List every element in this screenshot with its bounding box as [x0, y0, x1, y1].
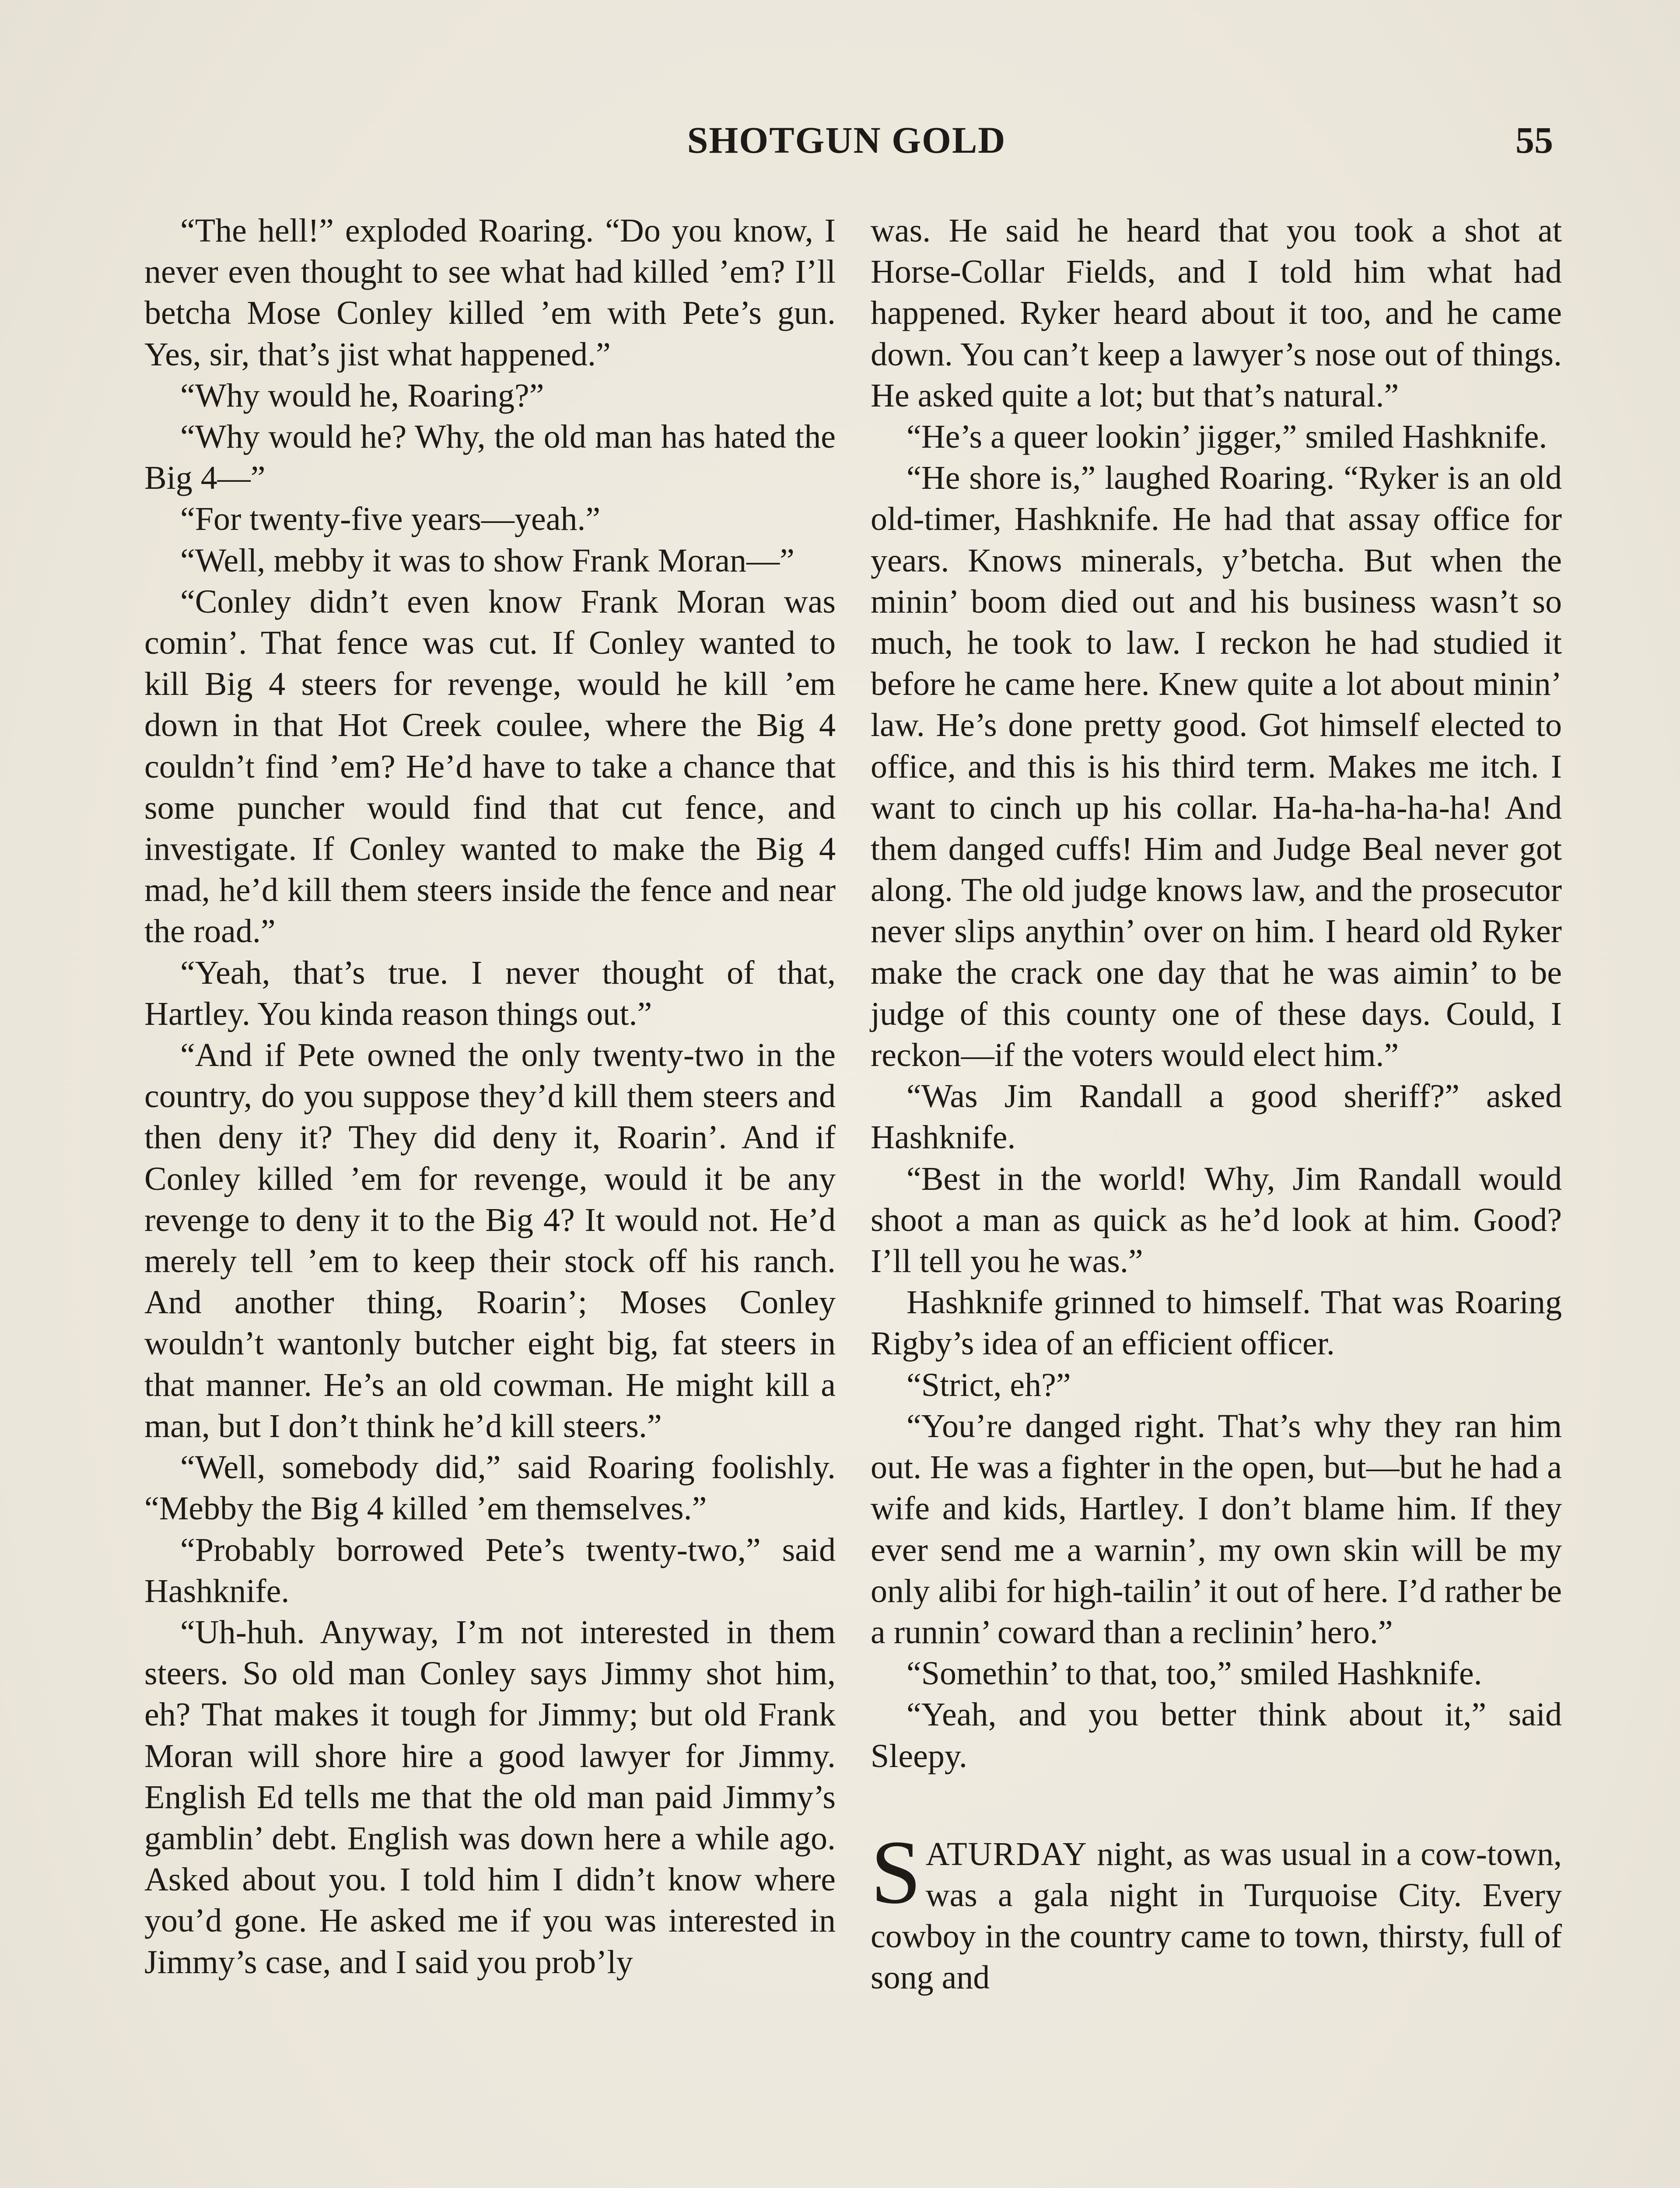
page-number: 55 [1516, 119, 1553, 161]
paragraph: Hashknife grinned to himself. That was Roaring Rigby’s idea of an efficient officer. [871, 1284, 1562, 1362]
paragraph: “You’re danged right. That’s why they ran him out. He was a fighter in the open, but—but he had a wife and kids, Hartley. I don’t blame him. If they ever send me a warnin’, my own skin will be my only alibi for high-tailin’ it out of here. I’d rather be a runnin’ coward than a reclinin’ hero.” [871, 1407, 1562, 1651]
opening-word: ATURDAY [925, 1835, 1088, 1872]
paragraph: “Well, somebody did,” said Roaring foolishly. “Mebby the Big 4 killed ’em themselves.” [144, 1449, 836, 1527]
drop-cap: S [871, 1821, 921, 1922]
paragraph: “Probably borrowed Pete’s twenty-two,” said Hashknife. [144, 1531, 836, 1609]
running-title: SHOTGUN GOLD [687, 119, 1006, 161]
paragraph: “Strict, eh?” [906, 1366, 1071, 1403]
paragraph: “Somethin’ to that, too,” smiled Hashknife. [906, 1655, 1482, 1692]
right-column [871, 210, 1562, 1999]
section-gap [871, 1777, 1562, 1834]
paragraph: “Well, mebby it was to show Frank Moran—” [180, 542, 794, 579]
paragraph: “Best in the world! Why, Jim Randall would shoot a man as quick as he’d look at him. Good? I’ll tell you he was.” [871, 1160, 1562, 1280]
paragraph: “Was Jim Randall a good sheriff?” asked Hashknife. [871, 1078, 1562, 1156]
section-opening-paragraph [871, 1821, 1562, 1999]
paragraph: “He shore is,” laughed Roaring. “Ryker is an old old-timer, Hashknife. He had that assay office for years. Knows minerals, y’betcha. But when the minin’ boom died out and his business wasn’t so much, he took to law. I reckon he had studied it before he came here. Knew quite a lot about minin’ law. He’s done pretty good. Got himself elected to office, and this is his third term. Makes me itch. I want to cinch up his collar. Ha-ha-ha-ha-ha! And them danged cuffs! Him and Judge Beal never got along. The old judge knows law, and the prosecutor never slips anythin’ over on him. I heard old Ryker make the crack one day that he was aimin’ to be judge of this county one of these days. Could, I reckon—if the voters would elect him.” [871, 459, 1562, 1074]
paragraph: “And if Pete owned the only twenty-two in the country, do you suppose they’d kill them steers and then deny it? They did deny it, Roarin’. And if Conley killed ’em for revenge, would it be any revenge to deny it to the Big 4? It would not. He’d merely tell ’em to keep their stock off his ranch. And another thing, Roarin’; Moses Conley wouldn’t wantonly butcher eight big, fat steers in that manner. He’s an old cowman. He might kill a man, but I don’t think he’d kill steers.” [144, 1037, 836, 1445]
paragraph: “For twenty-five years—yeah.” [180, 501, 601, 538]
paragraph: “The hell!” exploded Roaring. “Do you know, I never even thought to see what had killed ’em? I’ll betcha Mose Conley killed ’em with Pete’s gun. Yes, sir, that’s jist what happened.” [144, 212, 836, 373]
paragraph: “Why would he, Roaring?” [180, 377, 544, 414]
paragraph: “Conley didn’t even know Frank Moran was comin’. That fence was cut. If Conley wanted to kill Big 4 steers for revenge, would he kill ’em down in that Hot Creek coulee, where the Big 4 couldn’t find ’em? He’d have to take a chance that some puncher would find that cut fence, and investigate. If Conley wanted to make the Big 4 mad, he’d kill them steers inside the fence and near the road.” [144, 583, 836, 950]
paragraph: “Uh-huh. Anyway, I’m not interested in them steers. So old man Conley says Jimmy shot him, eh? That makes it tough for Jimmy; but old Frank Moran will shore hire a good lawyer for Jimmy. English Ed tells me that the old man paid Jimmy’s gamblin’ debt. English was down here a while ago. Asked about you. I told him I didn’t know where you’d gone. He asked me if you was interested in Jimmy’s case, and I said you prob’ly [144, 1613, 836, 1981]
paragraph: “He’s a queer lookin’ jigger,” smiled Hashknife. [906, 418, 1547, 456]
opening-text: night, as was usual in a cow-town, was a gala night in Turquoise City. Every cowboy in the country came to town, thirsty, full of song and [871, 1835, 1562, 1996]
left-column [144, 210, 836, 1983]
paragraph: “Yeah, that’s true. I never thought of that, Hartley. You kinda reason things out.” [144, 954, 836, 1032]
page-header [140, 118, 1553, 171]
paragraph-continued: was. He said he heard that you took a shot at Horse-Collar Fields, and I told him what had happened. Ryker heard about it too, and he came down. You can’t keep a lawyer’s nose out of things. He asked quite a lot; but that’s natural.” [871, 212, 1562, 414]
paragraph: “Why would he? Why, the old man has hated the Big 4—” [144, 418, 836, 497]
paragraph: “Yeah, and you better think about it,” said Sleepy. [871, 1696, 1562, 1774]
